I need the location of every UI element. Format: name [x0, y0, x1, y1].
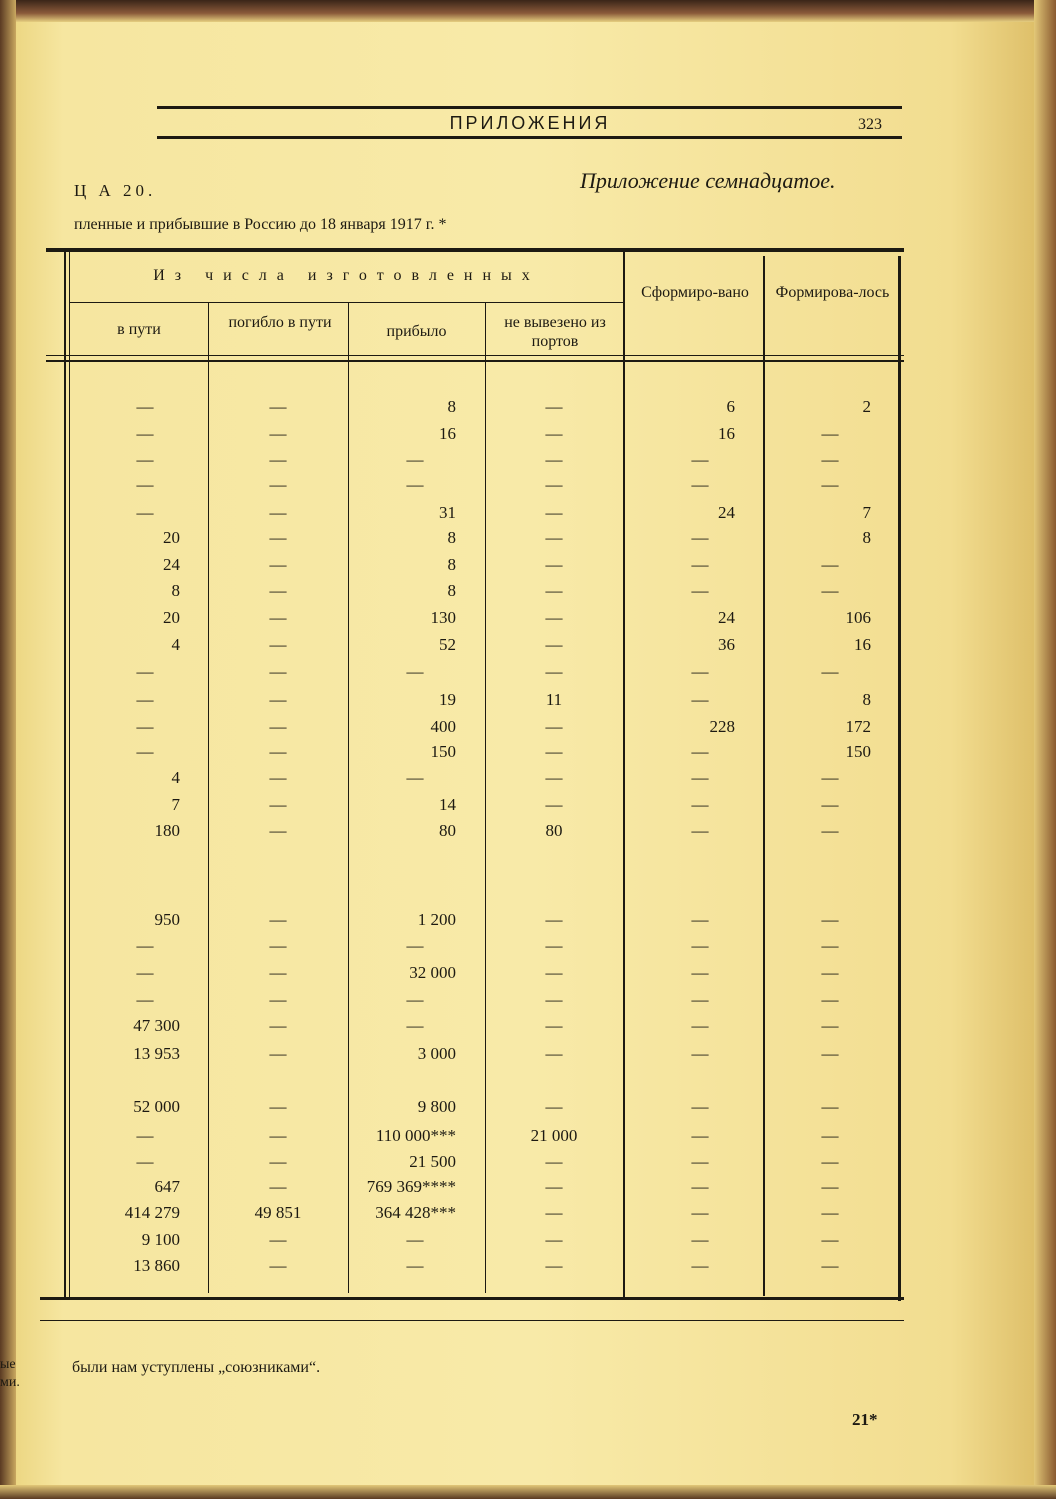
cell-not-exported: —: [545, 608, 563, 627]
cell-formed: —: [691, 910, 709, 929]
cell-arrived: —: [406, 450, 424, 469]
cell-formed: —: [691, 936, 709, 955]
cell-lost-in-transit: —: [269, 662, 287, 681]
cell-formed: —: [691, 795, 709, 814]
table-reference: Ц А 20.: [74, 181, 157, 200]
cell-arrived: 8: [447, 581, 456, 600]
cell-forming: —: [821, 450, 839, 469]
cell-not-exported: —: [545, 424, 563, 443]
cell-in-transit: 13 860: [133, 1256, 180, 1275]
cell-lost-in-transit: —: [269, 397, 287, 416]
cell-not-exported: 11: [545, 690, 563, 709]
cell-arrived: 8: [447, 397, 456, 416]
running-head: ПРИЛОЖЕНИЯ: [449, 113, 611, 133]
cell-in-transit: 13 953: [133, 1044, 180, 1063]
cell-lost-in-transit: —: [269, 768, 287, 787]
cell-lost-in-transit: —: [269, 1152, 287, 1171]
cell-in-transit: —: [136, 424, 154, 443]
cell-lost-in-transit: —: [269, 936, 287, 955]
cell-arrived: 130: [430, 608, 456, 627]
cell-lost-in-transit: —: [269, 690, 287, 709]
cell-not-exported: —: [545, 1016, 563, 1035]
cell-forming: —: [821, 555, 839, 574]
cell-not-exported: —: [545, 1097, 563, 1116]
appendix-title: Приложение семнадцатое.: [580, 168, 836, 193]
cell-formed: —: [691, 1152, 709, 1171]
cell-forming: 150: [845, 742, 871, 761]
cell-forming: —: [821, 936, 839, 955]
cell-not-exported: —: [545, 450, 563, 469]
cell-in-transit: 8: [171, 581, 180, 600]
cell-arrived: 150: [430, 742, 456, 761]
cell-forming: —: [821, 424, 839, 443]
cell-forming: —: [821, 1230, 839, 1249]
cell-forming: —: [821, 768, 839, 787]
cell-lost-in-transit: —: [269, 1230, 287, 1249]
cell-in-transit: —: [136, 742, 154, 761]
cell-in-transit: 950: [154, 910, 180, 929]
cell-arrived: —: [406, 936, 424, 955]
cell-formed: —: [691, 528, 709, 547]
cell-forming: 2: [862, 397, 871, 416]
header-arrived: прибыло: [386, 323, 447, 340]
cell-forming: 7: [862, 503, 871, 522]
cell-forming: —: [821, 1097, 839, 1116]
cell-in-transit: 4: [171, 635, 180, 654]
left-cutoff-text: ми.: [0, 1375, 20, 1390]
cell-forming: —: [821, 1016, 839, 1035]
page-right-edge: [1034, 0, 1056, 1499]
cell-in-transit: —: [136, 475, 154, 494]
cell-formed: —: [691, 581, 709, 600]
footer-text: были нам уступлены „союзниками“.: [72, 1359, 321, 1376]
cell-not-exported: —: [545, 1203, 563, 1222]
cell-lost-in-transit: —: [269, 1016, 287, 1035]
cell-formed: —: [691, 662, 709, 681]
cell-forming: —: [821, 990, 839, 1009]
cell-formed: —: [691, 450, 709, 469]
cell-formed: 24: [718, 608, 735, 627]
cell-forming: —: [821, 1203, 839, 1222]
cell-lost-in-transit: —: [269, 608, 287, 627]
cell-forming: —: [821, 475, 839, 494]
cell-lost-in-transit: —: [269, 555, 287, 574]
cell-arrived: 400: [430, 717, 456, 736]
cell-forming: 172: [845, 717, 871, 736]
cell-in-transit: 647: [154, 1177, 180, 1196]
cell-not-exported: 80: [545, 821, 563, 840]
cell-lost-in-transit: —: [269, 1177, 287, 1196]
cell-lost-in-transit: —: [269, 635, 287, 654]
cell-not-exported: —: [545, 662, 563, 681]
cell-forming: 16: [854, 635, 871, 654]
header-in-transit: в пути: [117, 321, 161, 338]
cell-forming: —: [821, 963, 839, 982]
cell-lost-in-transit: —: [269, 717, 287, 736]
cell-forming: —: [821, 1152, 839, 1171]
cell-formed: —: [691, 742, 709, 761]
cell-arrived: 52: [439, 635, 456, 654]
cell-forming: —: [821, 1177, 839, 1196]
cell-lost-in-transit: —: [269, 1126, 287, 1145]
cell-arrived: 3 000: [417, 1044, 456, 1063]
cell-not-exported: —: [545, 1230, 563, 1249]
cell-in-transit: 7: [171, 795, 180, 814]
cell-lost-in-transit: 49 851: [254, 1203, 302, 1222]
cell-forming: —: [821, 1126, 839, 1145]
cell-lost-in-transit: —: [269, 795, 287, 814]
cell-forming: 8: [862, 690, 871, 709]
cell-lost-in-transit: —: [269, 528, 287, 547]
cell-not-exported: —: [545, 1256, 563, 1275]
cell-not-exported: —: [545, 795, 563, 814]
page-top-edge: [0, 0, 1056, 22]
cell-formed: —: [691, 1097, 709, 1116]
cell-in-transit: 20: [163, 528, 180, 547]
cell-lost-in-transit: —: [269, 424, 287, 443]
cell-arrived: —: [406, 475, 424, 494]
header-rule-top: [157, 106, 902, 109]
cell-lost-in-transit: —: [269, 821, 287, 840]
cell-in-transit: —: [136, 963, 154, 982]
cell-arrived: —: [406, 1256, 424, 1275]
cell-not-exported: —: [545, 1177, 563, 1196]
cell-in-transit: —: [136, 450, 154, 469]
cell-forming: 8: [862, 528, 871, 547]
cell-formed: —: [691, 1126, 709, 1145]
cell-formed: —: [691, 1230, 709, 1249]
cell-arrived: 9 800: [417, 1097, 456, 1116]
cell-arrived: 31: [439, 503, 456, 522]
cell-not-exported: —: [545, 910, 563, 929]
cell-arrived: —: [406, 662, 424, 681]
cell-in-transit: —: [136, 1126, 154, 1145]
cell-in-transit: 52 000: [133, 1097, 180, 1116]
cell-in-transit: 9 100: [141, 1230, 180, 1249]
left-cutoff-text: ые: [0, 1357, 16, 1372]
page-bottom-edge: [0, 1485, 1056, 1499]
cell-not-exported: —: [545, 1044, 563, 1063]
cell-in-transit: —: [136, 662, 154, 681]
cell-formed: 6: [726, 397, 735, 416]
cell-formed: —: [691, 990, 709, 1009]
cell-lost-in-transit: —: [269, 1044, 287, 1063]
cell-not-exported: —: [545, 936, 563, 955]
cell-arrived: —: [406, 1016, 424, 1035]
cell-not-exported: —: [545, 990, 563, 1009]
cell-arrived: 16: [439, 424, 456, 443]
cell-forming: —: [821, 1256, 839, 1275]
cell-lost-in-transit: —: [269, 581, 287, 600]
cell-formed: —: [691, 821, 709, 840]
cell-not-exported: —: [545, 581, 563, 600]
cell-lost-in-transit: —: [269, 475, 287, 494]
cell-not-exported: —: [545, 963, 563, 982]
cell-lost-in-transit: —: [269, 450, 287, 469]
cell-arrived: —: [406, 990, 424, 1009]
cell-not-exported: —: [545, 635, 563, 654]
cell-formed: —: [691, 963, 709, 982]
cell-in-transit: 4: [171, 768, 180, 787]
cell-arrived: 8: [447, 528, 456, 547]
cell-not-exported: —: [545, 397, 563, 416]
cell-arrived: 80: [439, 821, 456, 840]
cell-formed: —: [691, 1256, 709, 1275]
cell-formed: —: [691, 1177, 709, 1196]
cell-in-transit: —: [136, 936, 154, 955]
cell-not-exported: —: [545, 555, 563, 574]
cell-arrived: 21 500: [409, 1152, 456, 1171]
cell-in-transit: 180: [154, 821, 180, 840]
cell-formed: —: [691, 1203, 709, 1222]
cell-forming: —: [821, 662, 839, 681]
header-not-exported: не вывезено из портов: [504, 314, 606, 350]
cell-in-transit: 20: [163, 608, 180, 627]
cell-forming: —: [821, 581, 839, 600]
book-gutter: [0, 0, 16, 1499]
cell-lost-in-transit: —: [269, 1256, 287, 1275]
cell-forming: —: [821, 910, 839, 929]
cell-forming: —: [821, 821, 839, 840]
cell-not-exported: —: [545, 503, 563, 522]
cell-arrived: 14: [439, 795, 456, 814]
cell-forming: 106: [845, 608, 871, 627]
cell-not-exported: —: [545, 717, 563, 736]
cell-formed: 228: [709, 717, 735, 736]
cell-arrived: 32 000: [409, 963, 456, 982]
cell-lost-in-transit: —: [269, 503, 287, 522]
cell-formed: 24: [718, 503, 735, 522]
cell-forming: —: [821, 795, 839, 814]
cell-formed: —: [691, 768, 709, 787]
cell-formed: —: [691, 1044, 709, 1063]
signature-mark: 21*: [852, 1410, 878, 1429]
header-group: Из числа изготовленных: [153, 267, 540, 284]
cell-in-transit: 414 279: [124, 1203, 180, 1222]
cell-arrived: 8: [447, 555, 456, 574]
cell-not-exported: —: [545, 742, 563, 761]
cell-arrived: 1 200: [417, 910, 456, 929]
cell-in-transit: 24: [163, 555, 180, 574]
cell-in-transit: —: [136, 503, 154, 522]
cell-in-transit: 47 300: [133, 1016, 180, 1035]
table-subtitle: пленные и прибывшие в Россию до 18 января 1917 г. *: [74, 216, 447, 233]
header-lost-in-transit: погибло в пути: [228, 314, 332, 331]
cell-in-transit: —: [136, 397, 154, 416]
cell-not-exported: —: [545, 475, 563, 494]
cell-lost-in-transit: —: [269, 990, 287, 1009]
page-number: 323: [858, 116, 882, 133]
cell-formed: —: [691, 475, 709, 494]
cell-lost-in-transit: —: [269, 1097, 287, 1116]
cell-in-transit: —: [136, 990, 154, 1009]
cell-arrived: —: [406, 1230, 424, 1249]
cell-not-exported: —: [545, 768, 563, 787]
cell-lost-in-transit: —: [269, 963, 287, 982]
cell-not-exported: —: [545, 1152, 563, 1171]
cell-formed: 16: [718, 424, 735, 443]
header-rule-bottom: [157, 136, 902, 139]
cell-forming: —: [821, 1044, 839, 1063]
cell-arrived: 110 000***: [375, 1126, 456, 1145]
header-forming: Формирова-лось: [775, 284, 890, 301]
cell-lost-in-transit: —: [269, 742, 287, 761]
cell-formed: —: [691, 555, 709, 574]
cell-not-exported: —: [545, 528, 563, 547]
cell-formed: —: [691, 1016, 709, 1035]
cell-arrived: —: [406, 768, 424, 787]
cell-formed: 36: [718, 635, 735, 654]
cell-not-exported: 21 000: [530, 1126, 578, 1145]
cell-arrived: 364 428***: [375, 1203, 456, 1222]
cell-formed: —: [691, 690, 709, 709]
cell-arrived: 19: [439, 690, 456, 709]
header-formed: Сформиро-вано: [641, 284, 749, 301]
cell-in-transit: —: [136, 690, 154, 709]
cell-in-transit: —: [136, 1152, 154, 1171]
cell-arrived: 769 369****: [366, 1177, 456, 1196]
cell-lost-in-transit: —: [269, 910, 287, 929]
cell-in-transit: —: [136, 717, 154, 736]
